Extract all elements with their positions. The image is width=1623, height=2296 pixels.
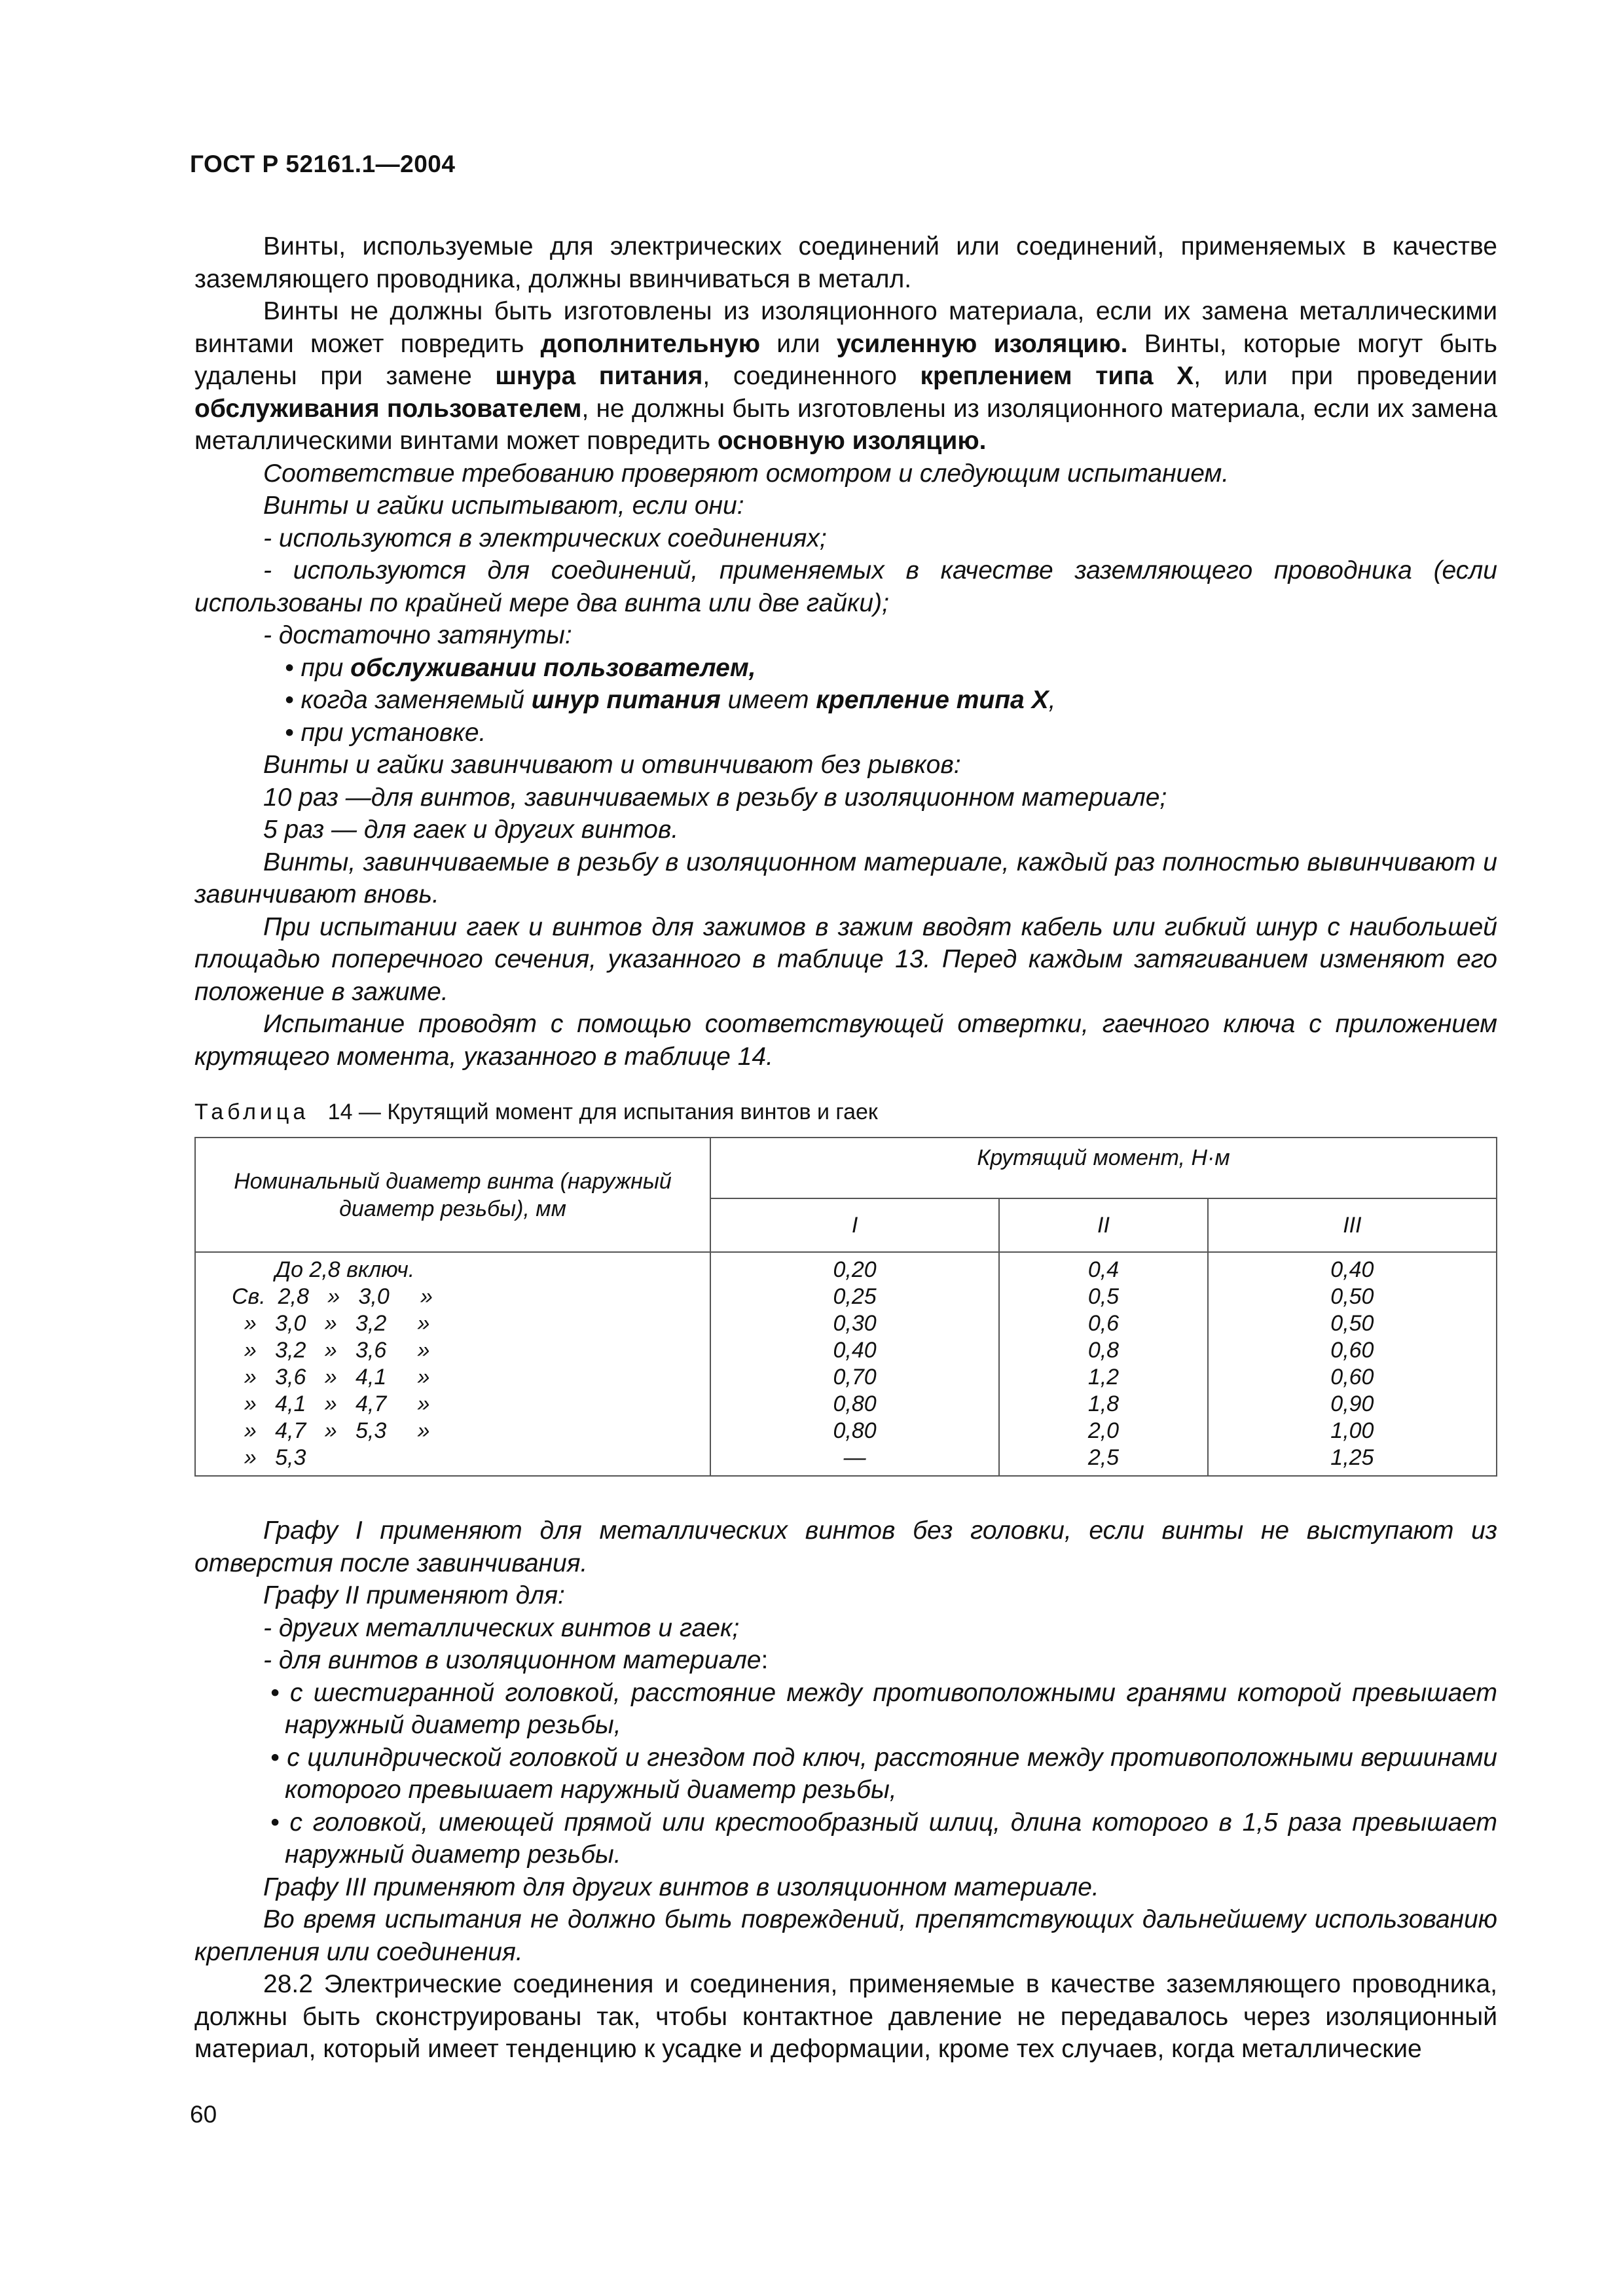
cell-i: 0,70: [710, 1364, 999, 1391]
paragraph: Винты, используемые для электрических соединений или соединений, применяемых в качестве заземляющего проводника, должны ввинчиваться в металл.: [194, 232, 1497, 293]
table-row: [195, 1391, 1497, 1418]
text: или: [760, 329, 837, 358]
paragraph: Винты, завинчиваемые в резьбу в изоляционном материале, каждый раз полностью вывинчивают и завинчивают вновь.: [194, 848, 1497, 908]
term: дополнительную: [540, 329, 761, 358]
cell-i: 0,80: [710, 1391, 999, 1418]
cell-nominal: » 4,1 » 4,7 »: [195, 1391, 710, 1418]
cell-i: —: [710, 1444, 999, 1476]
column-header-ii: II: [999, 1198, 1208, 1252]
table-row: [195, 1252, 1497, 1283]
text: :: [761, 1646, 769, 1674]
table-row: [195, 1418, 1497, 1444]
bullet-item: • при установке.: [285, 718, 486, 747]
term: обслуживания пользователем: [194, 394, 582, 423]
text: • когда заменяемый: [285, 686, 532, 714]
cell-i: 0,30: [710, 1310, 999, 1337]
term: усиленную изоляцию.: [836, 329, 1128, 358]
cell-nominal: » 3,0 » 3,2 »: [195, 1310, 710, 1337]
term: креплением типа X: [920, 362, 1194, 390]
term: крепление типа X: [816, 686, 1049, 714]
paragraph: 5 раз — для гаек и других винтов.: [263, 816, 679, 844]
column-header-iii: III: [1208, 1198, 1497, 1252]
bullet-item: [194, 684, 1497, 717]
table-caption: [194, 1098, 1497, 1126]
text: - для винтов в изоляционном материале: [263, 1646, 761, 1674]
paragraph: [194, 1644, 1497, 1677]
cell-ii: 0,6: [999, 1310, 1208, 1337]
cell-i: 0,80: [710, 1418, 999, 1444]
paragraph: Графу I применяют для металлических винтов без головки, если винты не выступают из отверстия после завинчивания.: [194, 1516, 1497, 1577]
cell-ii: 1,8: [999, 1391, 1208, 1418]
paragraph: Графу II применяют для:: [263, 1581, 565, 1609]
cell-ii: 2,0: [999, 1418, 1208, 1444]
table-row: [195, 1283, 1497, 1310]
column-header-i: I: [710, 1198, 999, 1252]
cell-iii: 1,00: [1208, 1418, 1497, 1444]
term: основную изоляцию.: [717, 427, 987, 455]
column-header-torque: Крутящий момент, Н·м: [710, 1138, 1497, 1198]
paragraph: 10 раз —для винтов, завинчиваемых в резьбу в изоляционном материале;: [263, 783, 1167, 812]
table-row: [195, 1444, 1497, 1476]
term: шнур питания: [531, 686, 721, 714]
cell-i: 0,40: [710, 1337, 999, 1364]
term: шнура питания: [495, 362, 703, 390]
paragraph: - других металлических винтов и гаек;: [263, 1613, 740, 1642]
paragraph: - достаточно затянуты:: [263, 621, 572, 649]
cell-iii: 0,50: [1208, 1310, 1497, 1337]
cell-nominal: » 4,7 » 5,3 »: [195, 1418, 710, 1444]
cell-iii: 0,40: [1208, 1252, 1497, 1283]
text: Винты не должны быть изготовлены из изоляционного материала, если их замена металлическими винтами может повредить: [194, 297, 1497, 358]
bullet-item: • с шестигранной головкой, расстояние между противоположными гранями которой превышает наружный диаметр резьбы,: [270, 1678, 1497, 1739]
cell-nominal: » 5,3: [195, 1444, 710, 1476]
cell-ii: 0,4: [999, 1252, 1208, 1283]
table-row: [195, 1310, 1497, 1337]
text: ,: [1048, 686, 1056, 714]
bullet-item: • с цилиндрической головкой и гнездом под ключ, расстояние между противоположными вершинами которого превышает наружный диаметр резьбы,: [270, 1743, 1497, 1804]
cell-iii: 0,50: [1208, 1283, 1497, 1310]
text: • при: [285, 653, 351, 682]
cell-ii: 2,5: [999, 1444, 1208, 1476]
paragraph: 28.2 Электрические соединения и соединения, применяемые в качестве заземляющего проводника, должны быть сконструированы так, чтобы контактное давление не передавалось через изоляционный материал, который имеет тенденцию к усадке и деформации, кроме тех случаев, когда металлические: [194, 1970, 1497, 2063]
paragraph: Винты и гайки завинчивают и отвинчивают без рывков:: [263, 751, 961, 779]
text: Винты, которые могут быть удалены при замене: [194, 329, 1497, 390]
torque-table: [194, 1137, 1497, 1477]
cell-iii: 0,90: [1208, 1391, 1497, 1418]
cell-iii: 0,60: [1208, 1364, 1497, 1391]
page-number: 60: [190, 2101, 217, 2128]
column-header-nominal: Номинальный диаметр винта (наружный диаметр резьбы), мм: [195, 1138, 710, 1252]
caption-label: Таблица: [194, 1100, 310, 1124]
text: имеет: [720, 686, 816, 714]
cell-ii: 1,2: [999, 1364, 1208, 1391]
paragraph: Винты и гайки испытывают, если они:: [263, 492, 744, 520]
paragraph: [194, 295, 1497, 457]
cell-nominal: » 3,2 » 3,6 »: [195, 1337, 710, 1364]
cell-ii: 0,8: [999, 1337, 1208, 1364]
paragraph: Во время испытания не должно быть повреждений, препятствующих дальнейшему использованию крепления или соединения.: [194, 1905, 1497, 1966]
cell-iii: 0,60: [1208, 1337, 1497, 1364]
cell-iii: 1,25: [1208, 1444, 1497, 1476]
cell-i: 0,20: [710, 1252, 999, 1283]
cell-nominal: » 3,6 » 4,1 »: [195, 1364, 710, 1391]
paragraph: Графу III применяют для других винтов в изоляционном материале.: [263, 1873, 1099, 1901]
cell-ii: 0,5: [999, 1283, 1208, 1310]
term: обслуживании пользователем,: [350, 653, 756, 682]
caption-text: 14 — Крутящий момент для испытания винтов и гаек: [327, 1100, 878, 1124]
document-id: ГОСТ Р 52161.1—2004: [190, 151, 456, 177]
cell-i: 0,25: [710, 1283, 999, 1310]
text: , не должны быть изготовлены из изоляционного материала, если их замена металлическими винтами может повредить: [194, 394, 1497, 455]
paragraph: При испытании гаек и винтов для зажимов в зажим вводят кабель или гибкий шнур с наибольшей площадью поперечного сечения, указанного в таблице 13. Перед каждым затягиванием изменяют его положение в зажиме.: [194, 912, 1497, 1006]
cell-nominal: Св. 2,8 » 3,0 »: [195, 1283, 710, 1310]
paragraph: - используются в электрических соединениях;: [263, 524, 827, 552]
table-row: [195, 1364, 1497, 1391]
table-row: [195, 1337, 1497, 1364]
cell-nominal: До 2,8 включ.: [195, 1252, 710, 1283]
bullet-item: • с головкой, имеющей прямой или крестообразный шлиц, длина которого в 1,5 раза превышает наружный диаметр резьбы.: [270, 1808, 1497, 1869]
text: , соединенного: [702, 362, 921, 390]
bullet-item: [194, 652, 1497, 685]
paragraph: Испытание проводят с помощью соответствующей отвертки, гаечного ключа с приложением крутящего момента, указанного в таблице 14.: [194, 1010, 1497, 1071]
paragraph: - используются для соединений, применяемых в качестве заземляющего проводника (если использованы по крайней мере два винта или две гайки);: [194, 556, 1497, 617]
paragraph: Соответствие требованию проверяют осмотром и следующим испытанием.: [263, 459, 1230, 488]
page-body: [194, 230, 1497, 2066]
text: , или при проведении: [1194, 362, 1497, 390]
